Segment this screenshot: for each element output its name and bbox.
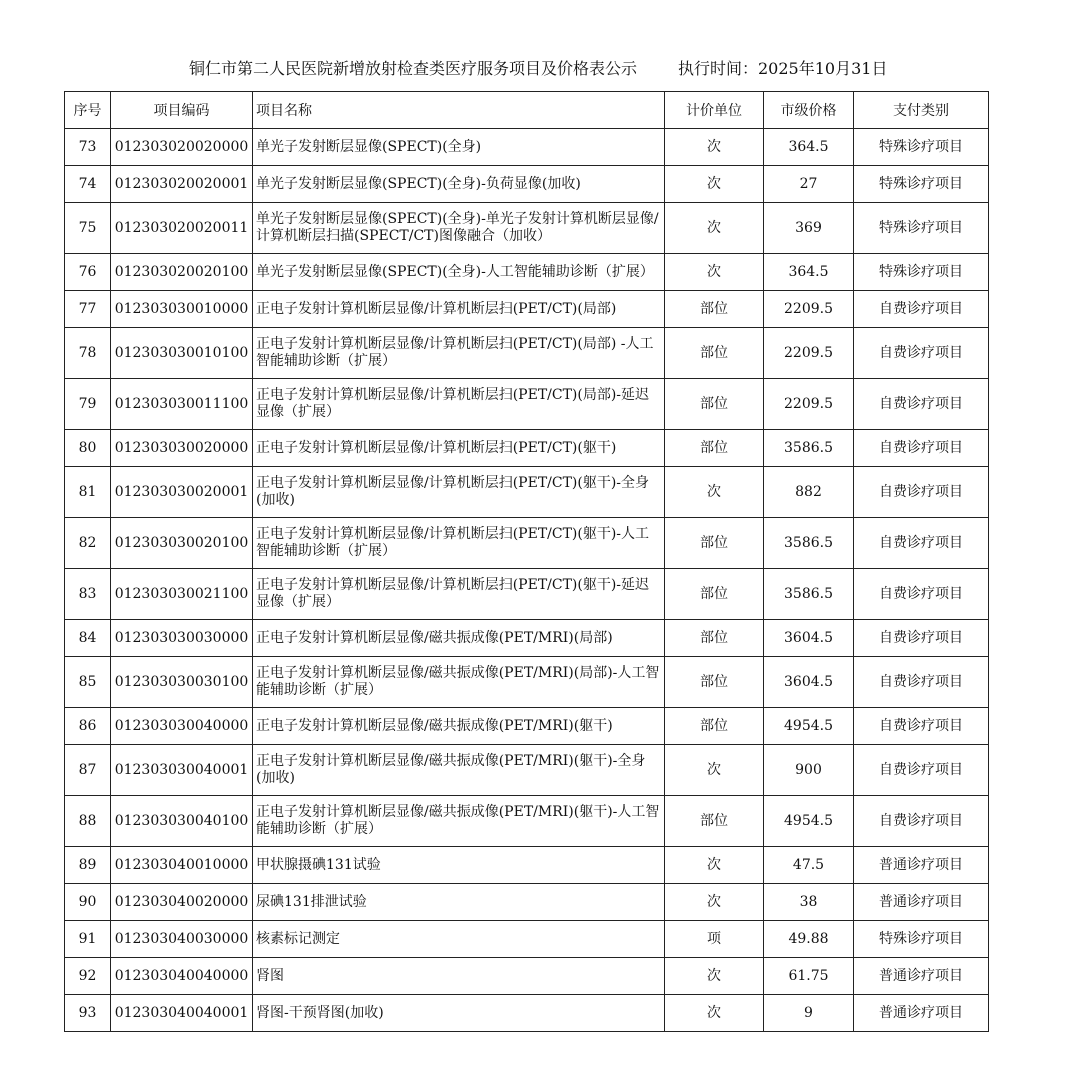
- row-price: 3586.5: [764, 569, 854, 620]
- table-row: [65, 430, 989, 467]
- row-code: 012303030020000: [111, 430, 253, 467]
- row-name: 正电子发射计算机断层显像/磁共振成像(PET/MRI)(躯干)-全身(加收): [253, 745, 665, 796]
- row-code: 012303020020011: [111, 203, 253, 254]
- execution-date: 执行时间：2025年10月31日: [678, 59, 888, 78]
- row-category: 特殊诊疗项目: [854, 921, 989, 958]
- row-price: 2209.5: [764, 379, 854, 430]
- row-category: 自费诊疗项目: [854, 328, 989, 379]
- row-price: 900: [764, 745, 854, 796]
- row-price: 3586.5: [764, 430, 854, 467]
- row-unit: 部位: [665, 291, 764, 328]
- row-unit: 次: [665, 958, 764, 995]
- row-code: 012303020020100: [111, 254, 253, 291]
- row-name: 肾图-干预肾图(加收): [253, 995, 665, 1032]
- row-code: 012303040020000: [111, 884, 253, 921]
- row-category: 自费诊疗项目: [854, 745, 989, 796]
- row-code: 012303030011100: [111, 379, 253, 430]
- row-category: 特殊诊疗项目: [854, 203, 989, 254]
- row-price: 3604.5: [764, 620, 854, 657]
- row-code: 012303030020100: [111, 518, 253, 569]
- row-name: 核素标记测定: [253, 921, 665, 958]
- row-name: 肾图: [253, 958, 665, 995]
- row-unit: 部位: [665, 328, 764, 379]
- row-name: 正电子发射计算机断层显像/计算机断层扫(PET/CT)(局部) -人工智能辅助诊断（扩展）: [253, 328, 665, 379]
- row-price: 61.75: [764, 958, 854, 995]
- row-unit: 次: [665, 745, 764, 796]
- row-category: 自费诊疗项目: [854, 708, 989, 745]
- table-header-row: [65, 92, 989, 129]
- row-code: 012303030030100: [111, 657, 253, 708]
- row-price: 364.5: [764, 129, 854, 166]
- table-row: [65, 291, 989, 328]
- row-code: 012303030040100: [111, 796, 253, 847]
- row-name: 正电子发射计算机断层显像/计算机断层扫(PET/CT)(躯干): [253, 430, 665, 467]
- row-code: 012303030040000: [111, 708, 253, 745]
- table-row: [65, 129, 989, 166]
- table-row: [65, 203, 989, 254]
- row-category: 普通诊疗项目: [854, 958, 989, 995]
- table-row: [65, 254, 989, 291]
- row-unit: 次: [665, 166, 764, 203]
- column-header-category: 支付类别: [854, 92, 989, 129]
- row-unit: 次: [665, 203, 764, 254]
- column-header-no: 序号: [65, 92, 111, 129]
- table-row: [65, 328, 989, 379]
- table-row: [65, 620, 989, 657]
- table-row: [65, 884, 989, 921]
- row-name: 单光子发射断层显像(SPECT)(全身)-单光子发射计算机断层显像/计算机断层扫描(SPECT/CT)图像融合（加收）: [253, 203, 665, 254]
- row-no: 89: [65, 847, 111, 884]
- row-price: 4954.5: [764, 796, 854, 847]
- row-category: 自费诊疗项目: [854, 657, 989, 708]
- row-unit: 次: [665, 129, 764, 166]
- row-no: 81: [65, 467, 111, 518]
- row-code: 012303020020000: [111, 129, 253, 166]
- header: [0, 58, 1080, 82]
- row-no: 86: [65, 708, 111, 745]
- row-unit: 部位: [665, 796, 764, 847]
- row-no: 93: [65, 995, 111, 1032]
- row-code: 012303030021100: [111, 569, 253, 620]
- column-header-price: 市级价格: [764, 92, 854, 129]
- table-row: [65, 518, 989, 569]
- row-unit: 部位: [665, 430, 764, 467]
- row-no: 75: [65, 203, 111, 254]
- row-category: 特殊诊疗项目: [854, 129, 989, 166]
- row-name: 单光子发射断层显像(SPECT)(全身)-负荷显像(加收): [253, 166, 665, 203]
- table-row: [65, 921, 989, 958]
- row-name: 正电子发射计算机断层显像/计算机断层扫(PET/CT)(躯干)-延迟显像（扩展）: [253, 569, 665, 620]
- row-price: 2209.5: [764, 328, 854, 379]
- column-header-unit: 计价单位: [665, 92, 764, 129]
- row-unit: 次: [665, 884, 764, 921]
- table-row: [65, 847, 989, 884]
- table-row: [65, 796, 989, 847]
- table-row: [65, 708, 989, 745]
- row-unit: 部位: [665, 379, 764, 430]
- row-price: 9: [764, 995, 854, 1032]
- row-name: 正电子发射计算机断层显像/计算机断层扫(PET/CT)(躯干)-人工智能辅助诊断（扩展）: [253, 518, 665, 569]
- row-category: 普通诊疗项目: [854, 995, 989, 1032]
- row-no: 84: [65, 620, 111, 657]
- row-category: 普通诊疗项目: [854, 884, 989, 921]
- row-no: 87: [65, 745, 111, 796]
- row-unit: 部位: [665, 657, 764, 708]
- row-name: 正电子发射计算机断层显像/计算机断层扫(PET/CT)(局部)-延迟显像（扩展）: [253, 379, 665, 430]
- table-row: [65, 745, 989, 796]
- row-unit: 部位: [665, 708, 764, 745]
- row-unit: 部位: [665, 569, 764, 620]
- price-table: [64, 91, 989, 1032]
- row-no: 88: [65, 796, 111, 847]
- row-price: 2209.5: [764, 291, 854, 328]
- row-category: 自费诊疗项目: [854, 467, 989, 518]
- column-header-code: 项目编码: [111, 92, 253, 129]
- row-unit: 次: [665, 847, 764, 884]
- row-code: 012303040040001: [111, 995, 253, 1032]
- row-price: 4954.5: [764, 708, 854, 745]
- row-code: 012303030030000: [111, 620, 253, 657]
- table-row: [65, 569, 989, 620]
- row-no: 85: [65, 657, 111, 708]
- row-price: 882: [764, 467, 854, 518]
- row-price: 3586.5: [764, 518, 854, 569]
- row-price: 38: [764, 884, 854, 921]
- row-price: 49.88: [764, 921, 854, 958]
- row-name: 甲状腺摄碘131试验: [253, 847, 665, 884]
- row-category: 普通诊疗项目: [854, 847, 989, 884]
- row-price: 47.5: [764, 847, 854, 884]
- row-no: 83: [65, 569, 111, 620]
- row-category: 特殊诊疗项目: [854, 166, 989, 203]
- row-code: 012303040030000: [111, 921, 253, 958]
- row-no: 78: [65, 328, 111, 379]
- table-row: [65, 467, 989, 518]
- row-no: 74: [65, 166, 111, 203]
- row-category: 自费诊疗项目: [854, 796, 989, 847]
- row-price: 3604.5: [764, 657, 854, 708]
- table-row: [65, 958, 989, 995]
- row-price: 27: [764, 166, 854, 203]
- document-title: 铜仁市第二人民医院新增放射检查类医疗服务项目及价格表公示: [189, 59, 638, 78]
- row-code: 012303030010000: [111, 291, 253, 328]
- row-no: 73: [65, 129, 111, 166]
- row-no: 90: [65, 884, 111, 921]
- row-no: 91: [65, 921, 111, 958]
- row-name: 单光子发射断层显像(SPECT)(全身)-人工智能辅助诊断（扩展）: [253, 254, 665, 291]
- row-category: 自费诊疗项目: [854, 291, 989, 328]
- row-name: 正电子发射计算机断层显像/磁共振成像(PET/MRI)(局部): [253, 620, 665, 657]
- row-name: 正电子发射计算机断层显像/磁共振成像(PET/MRI)(局部)-人工智能辅助诊断（扩展）: [253, 657, 665, 708]
- row-category: 自费诊疗项目: [854, 430, 989, 467]
- row-name: 正电子发射计算机断层显像/计算机断层扫(PET/CT)(躯干)-全身(加收): [253, 467, 665, 518]
- row-name: 正电子发射计算机断层显像/计算机断层扫(PET/CT)(局部): [253, 291, 665, 328]
- table-row: [65, 379, 989, 430]
- row-price: 369: [764, 203, 854, 254]
- row-name: 正电子发射计算机断层显像/磁共振成像(PET/MRI)(躯干): [253, 708, 665, 745]
- table-row: [65, 166, 989, 203]
- row-unit: 次: [665, 467, 764, 518]
- row-name: 单光子发射断层显像(SPECT)(全身): [253, 129, 665, 166]
- row-no: 76: [65, 254, 111, 291]
- row-category: 自费诊疗项目: [854, 518, 989, 569]
- table-row: [65, 657, 989, 708]
- row-category: 特殊诊疗项目: [854, 254, 989, 291]
- row-category: 自费诊疗项目: [854, 569, 989, 620]
- row-category: 自费诊疗项目: [854, 620, 989, 657]
- row-unit: 部位: [665, 620, 764, 657]
- row-code: 012303020020001: [111, 166, 253, 203]
- row-unit: 部位: [665, 518, 764, 569]
- column-header-name: 项目名称: [253, 92, 665, 129]
- row-unit: 次: [665, 254, 764, 291]
- row-code: 012303030010100: [111, 328, 253, 379]
- row-code: 012303030040001: [111, 745, 253, 796]
- row-no: 92: [65, 958, 111, 995]
- row-code: 012303030020001: [111, 467, 253, 518]
- row-no: 82: [65, 518, 111, 569]
- row-category: 自费诊疗项目: [854, 379, 989, 430]
- table-row: [65, 995, 989, 1032]
- row-unit: 项: [665, 921, 764, 958]
- row-no: 77: [65, 291, 111, 328]
- row-price: 364.5: [764, 254, 854, 291]
- row-no: 79: [65, 379, 111, 430]
- row-no: 80: [65, 430, 111, 467]
- row-code: 012303040010000: [111, 847, 253, 884]
- row-name: 尿碘131排泄试验: [253, 884, 665, 921]
- row-unit: 次: [665, 995, 764, 1032]
- row-code: 012303040040000: [111, 958, 253, 995]
- row-name: 正电子发射计算机断层显像/磁共振成像(PET/MRI)(躯干)-人工智能辅助诊断（扩展）: [253, 796, 665, 847]
